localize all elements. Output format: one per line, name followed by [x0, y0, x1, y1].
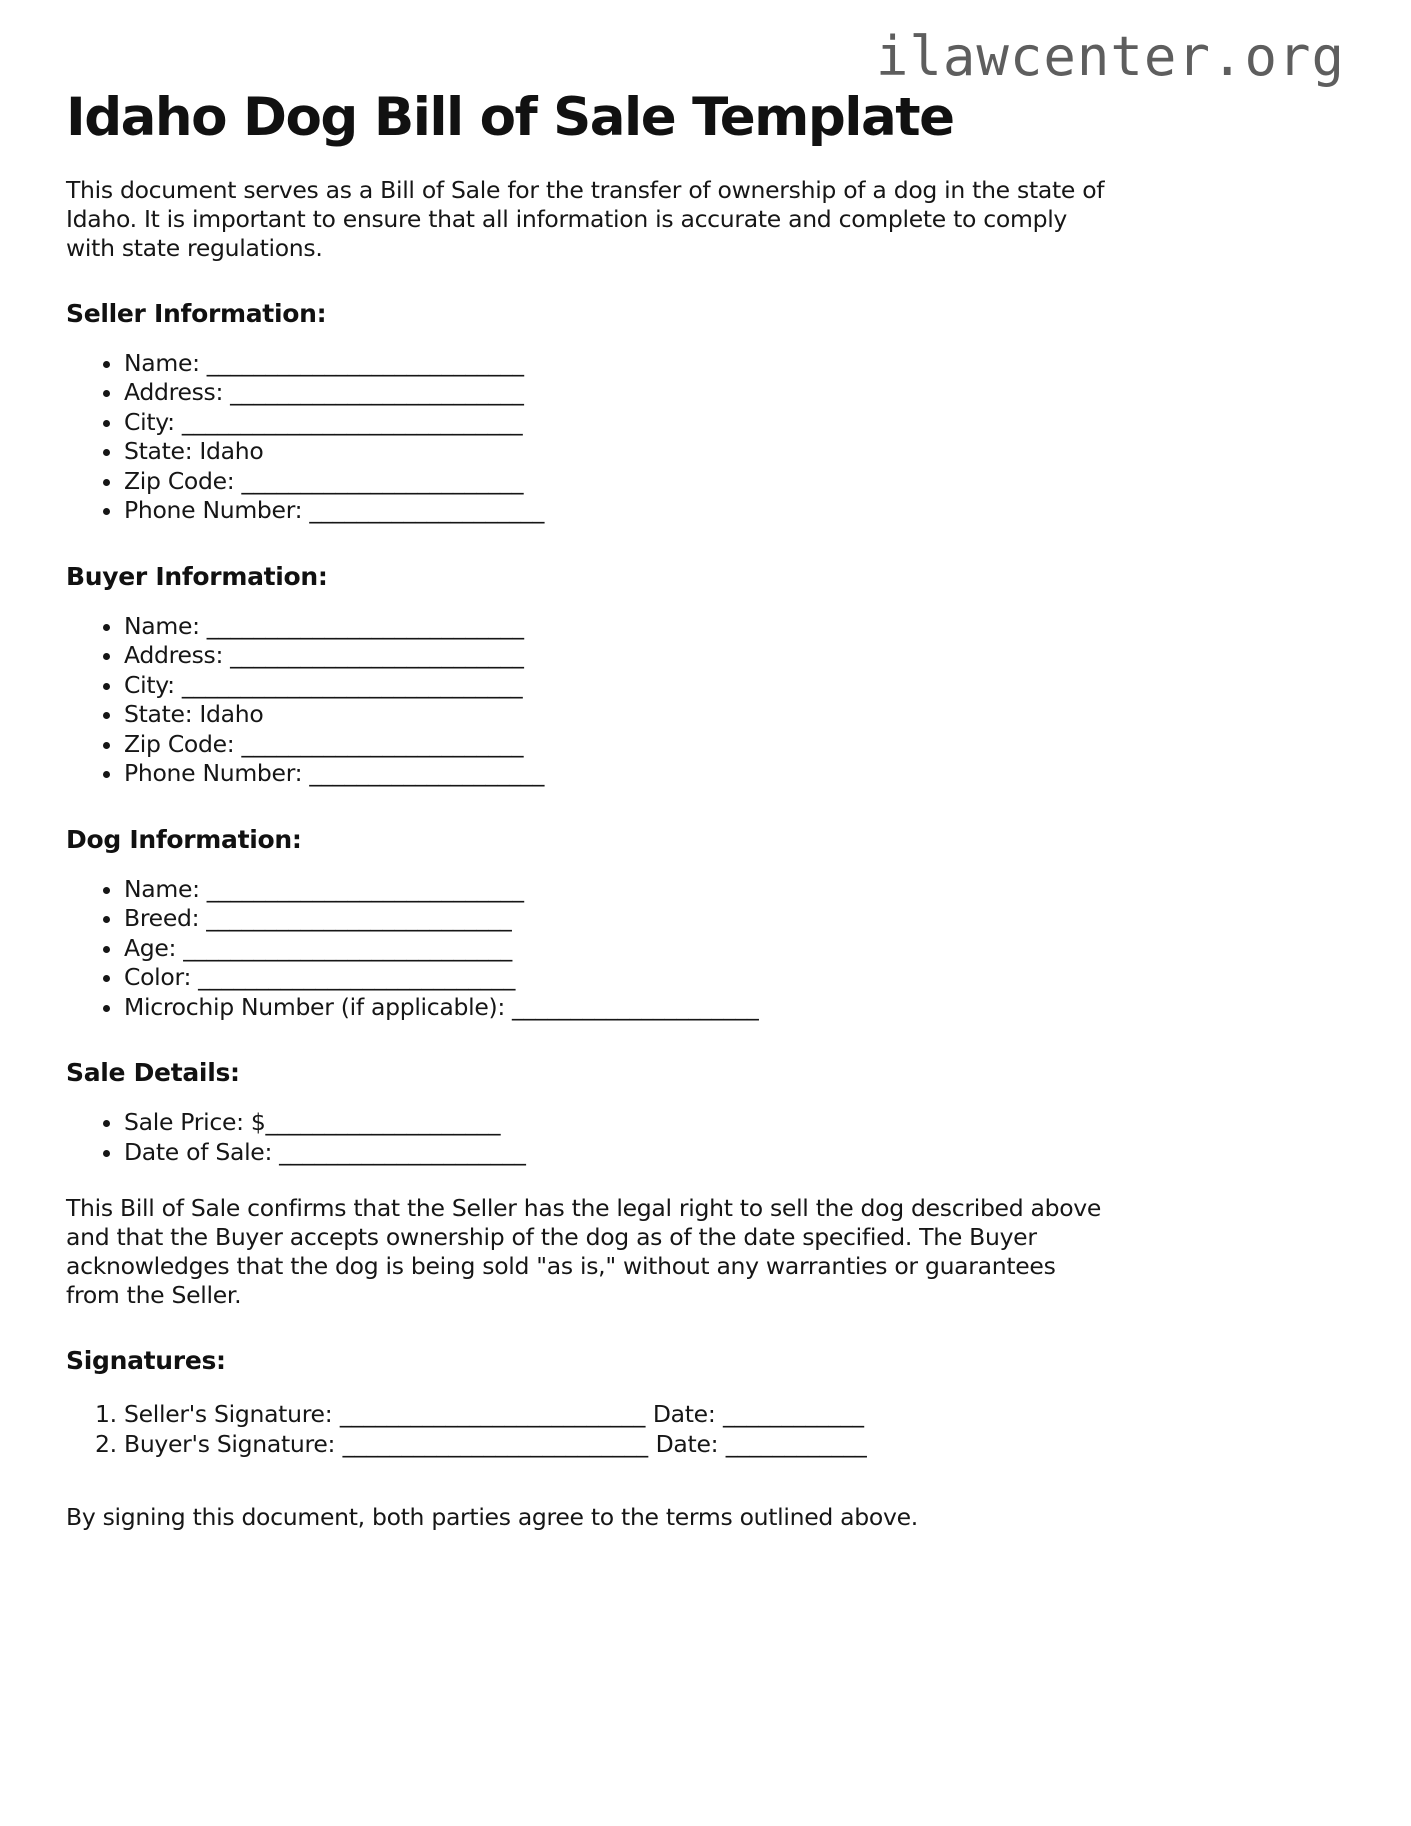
watermark-text: ilawcenter.org: [875, 25, 1345, 88]
blank-line: __________________________: [206, 904, 512, 933]
field-label: Name:: [124, 611, 200, 640]
terms-line: This Bill of Sale confirms that the Seller has the legal right to sell the dog described above: [66, 1194, 1102, 1223]
blank-line: ____________________: [309, 496, 545, 525]
blank-line: _________________________: [230, 641, 524, 670]
list-item: [124, 963, 1345, 993]
list-item: [124, 408, 1345, 438]
field-label: Phone Number:: [124, 496, 303, 525]
list-item: [124, 671, 1345, 701]
terms-line: and that the Buyer accepts ownership of the dog as of the date specified. The Buyer: [66, 1223, 1037, 1252]
blank-line: _____________________________: [181, 407, 523, 436]
signature-list: [66, 1399, 1345, 1459]
date-label: Date:: [655, 1430, 719, 1459]
date-line: ____________: [722, 1400, 864, 1429]
field-label: Phone Number:: [124, 759, 303, 788]
list-item: [124, 641, 1345, 671]
closing-statement: By signing this document, both parties agree to the terms outlined above.: [66, 1503, 918, 1532]
seller-information-heading: Seller Information:: [66, 298, 327, 328]
terms-paragraph: [66, 1194, 1345, 1310]
signature-label: Seller's Signature:: [124, 1400, 333, 1429]
blank-line: ____________________: [265, 1108, 501, 1137]
field-value: Idaho: [199, 437, 264, 466]
blank-line: ___________________________: [198, 963, 516, 992]
list-item: [124, 1108, 1345, 1138]
field-label: Date of Sale:: [124, 1137, 273, 1166]
field-label: Address:: [124, 641, 224, 670]
list-item: [124, 904, 1345, 934]
signature-row: [124, 1399, 1345, 1429]
field-label: Name:: [124, 874, 200, 903]
signature-row: [124, 1429, 1345, 1459]
field-label: Color:: [124, 963, 192, 992]
list-item: [124, 496, 1345, 526]
list-item: [124, 759, 1345, 789]
intro-line: with state regulations.: [66, 233, 323, 262]
list-item: [124, 349, 1345, 379]
blank-line: _________________________: [230, 378, 524, 407]
field-label: Microchip Number (if applicable):: [124, 992, 505, 1021]
signatures-heading: Signatures:: [66, 1346, 226, 1376]
intro-line: This document serves as a Bill of Sale for the transfer of ownership of a dog in the state of: [66, 175, 1105, 204]
list-item: [124, 612, 1345, 642]
list-item: [124, 378, 1345, 408]
list-item: [124, 993, 1345, 1023]
seller-field-list: [66, 349, 1345, 526]
dog-information-heading: Dog Information:: [66, 824, 302, 854]
blank-line: ____________________________: [183, 933, 513, 962]
list-item: [124, 1138, 1345, 1168]
list-item: [124, 437, 1345, 467]
page-title: Idaho Dog Bill of Sale Template: [66, 87, 954, 148]
terms-line: acknowledges that the dog is being sold "as is," without any warranties or guarantees: [66, 1252, 1056, 1281]
field-label: Zip Code:: [124, 466, 235, 495]
terms-line: from the Seller.: [66, 1281, 242, 1310]
field-label: Name:: [124, 348, 200, 377]
field-label: Sale Price: $: [124, 1108, 266, 1137]
blank-line: ___________________________: [206, 611, 525, 640]
blank-line: ____________________: [309, 759, 545, 788]
list-item: [124, 730, 1345, 760]
field-label: City:: [124, 407, 175, 436]
intro-paragraph: [66, 176, 1345, 263]
date-label: Date:: [652, 1400, 716, 1429]
blank-line: ___________________________: [206, 874, 525, 903]
blank-line: ________________________: [241, 729, 524, 758]
buyer-field-list: [66, 612, 1345, 789]
blank-line: _____________________: [279, 1137, 526, 1166]
list-item: [124, 875, 1345, 905]
sale-details-heading: Sale Details:: [66, 1058, 240, 1088]
field-label: State:: [124, 437, 193, 466]
field-label: Address:: [124, 378, 224, 407]
field-value: Idaho: [199, 700, 264, 729]
buyer-information-heading: Buyer Information:: [66, 561, 328, 591]
blank-line: _____________________: [512, 992, 759, 1021]
field-label: Zip Code:: [124, 729, 235, 758]
date-line: ____________: [725, 1430, 867, 1459]
blank-line: ________________________: [241, 466, 524, 495]
sale-field-list: [66, 1108, 1345, 1167]
dog-field-list: [66, 875, 1345, 1023]
field-label: Breed:: [124, 904, 200, 933]
intro-line: Idaho. It is important to ensure that all information is accurate and complete to comply: [66, 204, 1068, 233]
blank-line: ___________________________: [206, 348, 525, 377]
list-item: [124, 934, 1345, 964]
field-label: Age:: [124, 933, 177, 962]
blank-line: _____________________________: [181, 670, 523, 699]
list-item: [124, 700, 1345, 730]
signature-label: Buyer's Signature:: [124, 1430, 336, 1459]
field-label: City:: [124, 670, 175, 699]
signature-line: __________________________: [342, 1430, 649, 1459]
signature-line: __________________________: [339, 1400, 646, 1429]
field-label: State:: [124, 700, 193, 729]
list-item: [124, 467, 1345, 497]
